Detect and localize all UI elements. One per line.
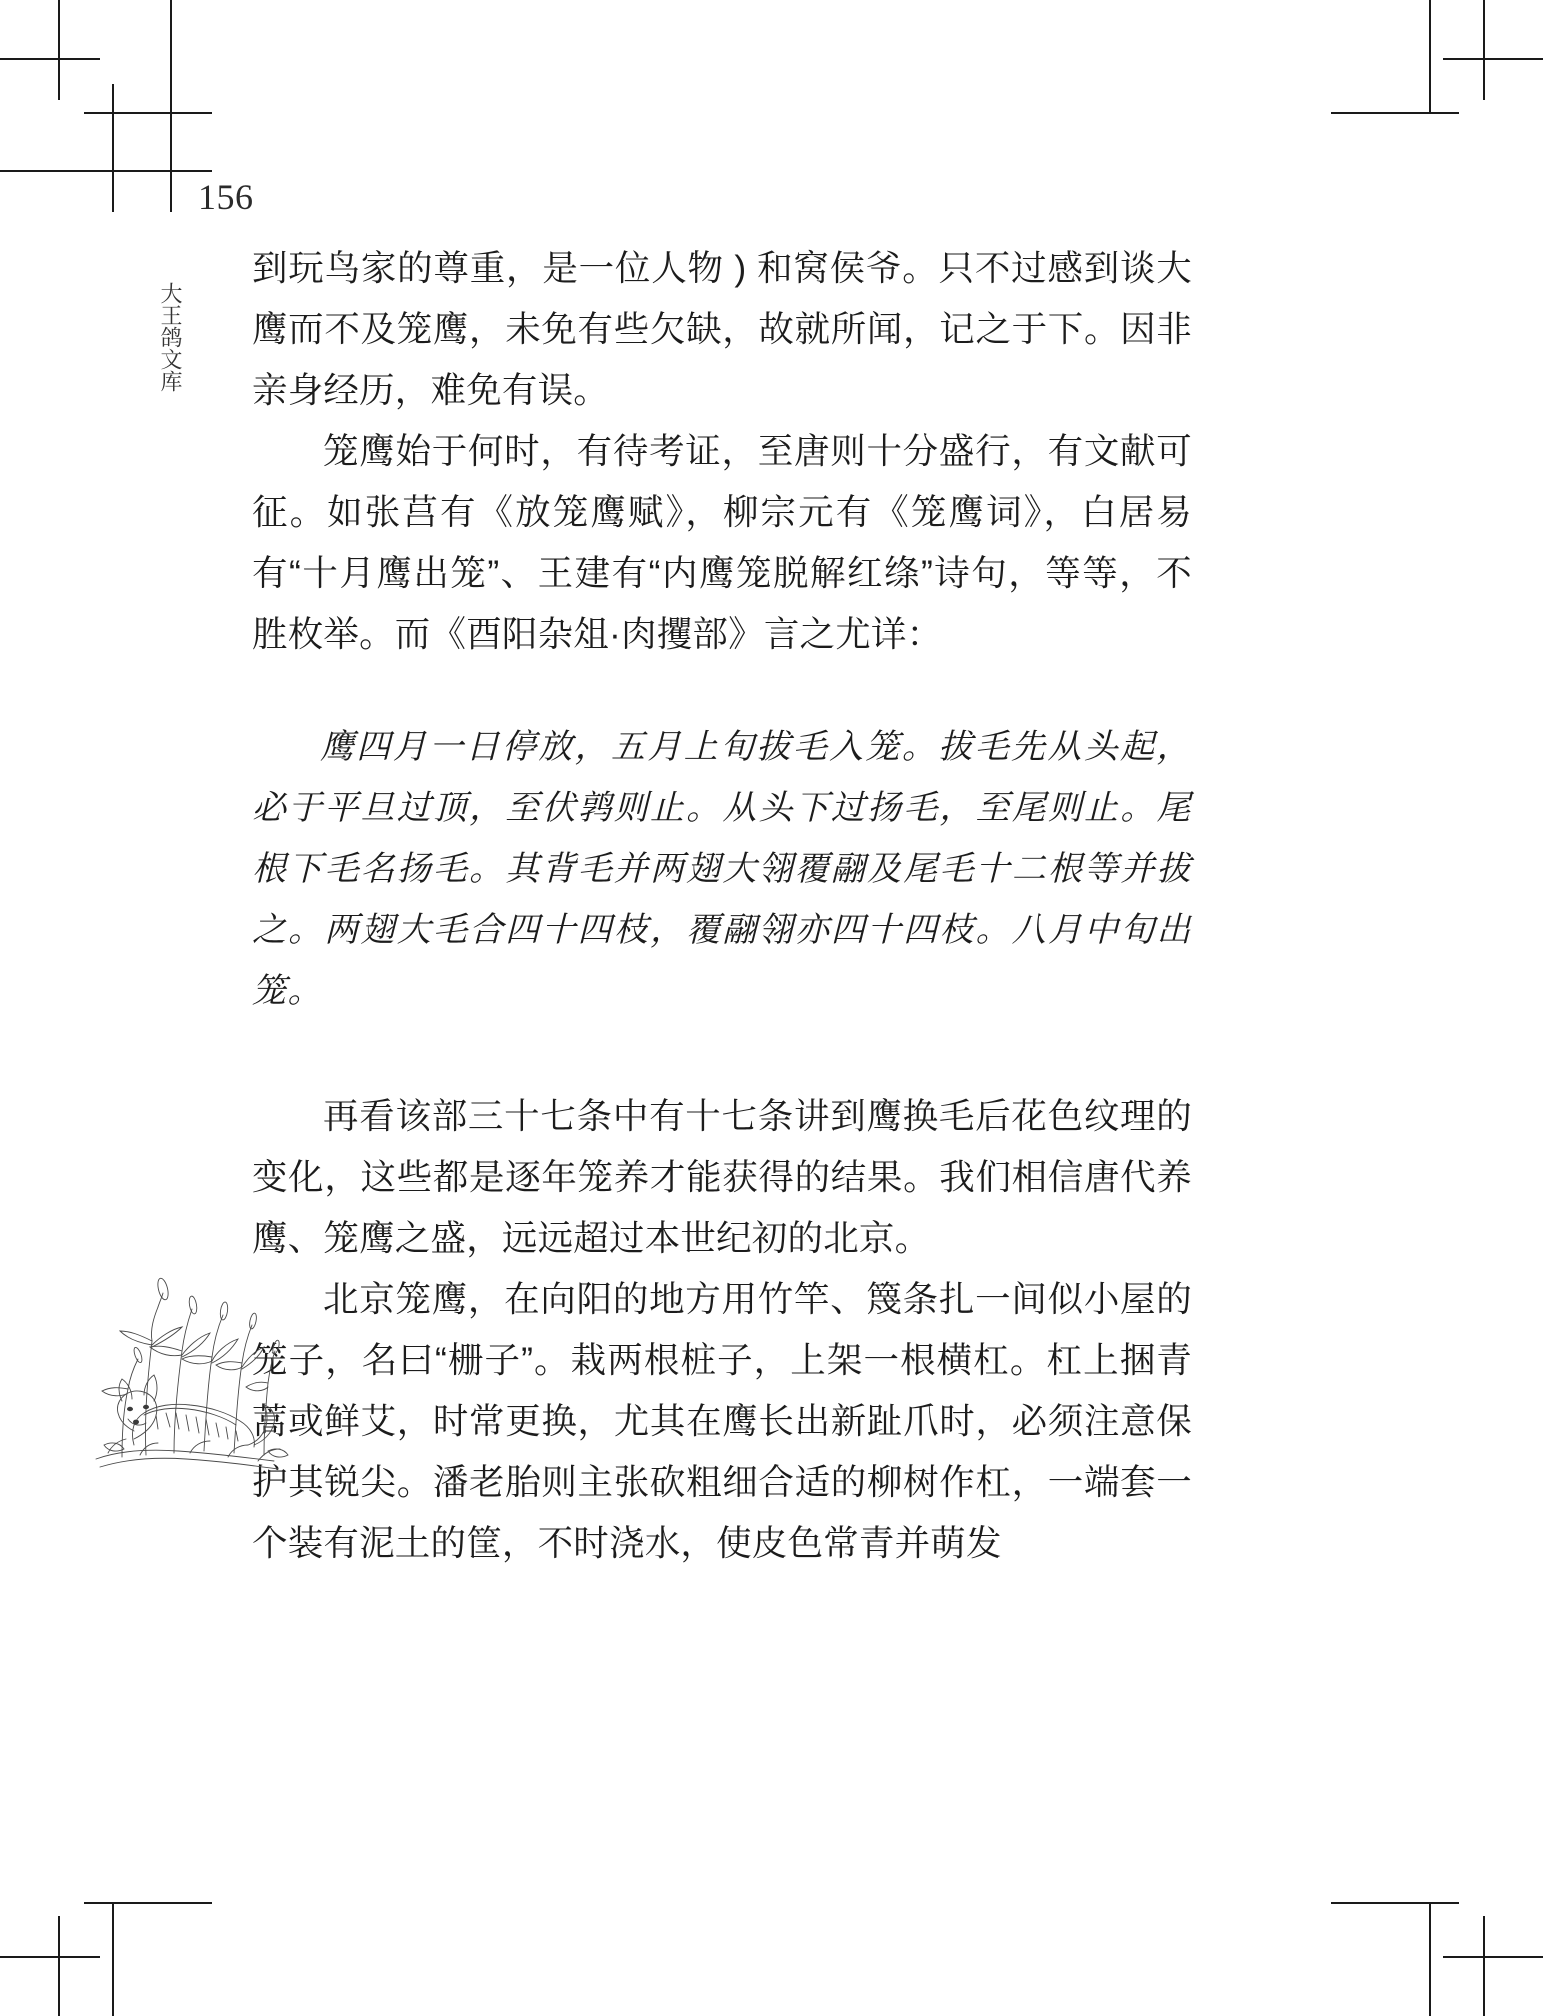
text-column (252, 238, 1192, 1574)
paragraph-analysis: 再看该部三十七条中有十七条讲到鹰换毛后花色纹理的变化，这些都是逐年笼养才能获得的结果。我们相信唐代养鹰、笼鹰之盛，远远超过本世纪初的北京。 (252, 1096, 1192, 1258)
fox-in-grass-icon (78, 1255, 308, 1485)
paragraph-history: 笼鹰始于何时，有待考证，至唐则十分盛行，有文献可征。如张莒有《放笼鹰赋》，柳宗元有《笼鹰词》，白居易有“十月鹰出笼”、王建有“内鹰笼脱解红绦”诗句，等等，不胜枚举。而《酉阳杂俎·肉攫部》言之尤详： (252, 431, 1192, 654)
running-head: 大王鸽文库 (158, 282, 183, 392)
fox-in-grass-illustration (78, 1255, 308, 1485)
page-number: 156 (198, 177, 254, 217)
spacer-before-quote (252, 665, 1192, 717)
quotation-line: 鹰四月一日停放，五月上旬拔毛入笼。拔毛先从头起，必于平旦过顶，至伏鹑则止。从头下过扬毛，至尾则止。尾根下毛名扬毛。其背毛并两翅大翎覆翮及尾毛十二根等并拔之。两翅大毛合四十四枝，覆翮翎亦四十四枝。八月中旬出笼。 (252, 729, 1192, 1010)
paragraph-continued: 到玩鸟家的尊重，是一位人物 ) 和窝侯爷。只不过感到谈大鹰而不及笼鹰，未免有些欠缺，故就所闻，记之于下。因非亲身经历，难免有误。 (252, 248, 1192, 410)
spacer-after-quote (252, 1022, 1192, 1086)
classical-quotation (252, 717, 1192, 1022)
paragraph-beijing-cage: 北京笼鹰，在向阳的地方用竹竿、篾条扎一间似小屋的笼子，名曰“栅子”。栽两根桩子，上架一根横杠。杠上捆青蒿或鲜艾，时常更换，尤其在鹰长出新趾爪时，必须注意保护其锐尖。潘老胎则主张砍粗细合适的柳树作杠，一端套一个装有泥土的筐，不时浇水，使皮色常青并萌发 (252, 1279, 1192, 1563)
